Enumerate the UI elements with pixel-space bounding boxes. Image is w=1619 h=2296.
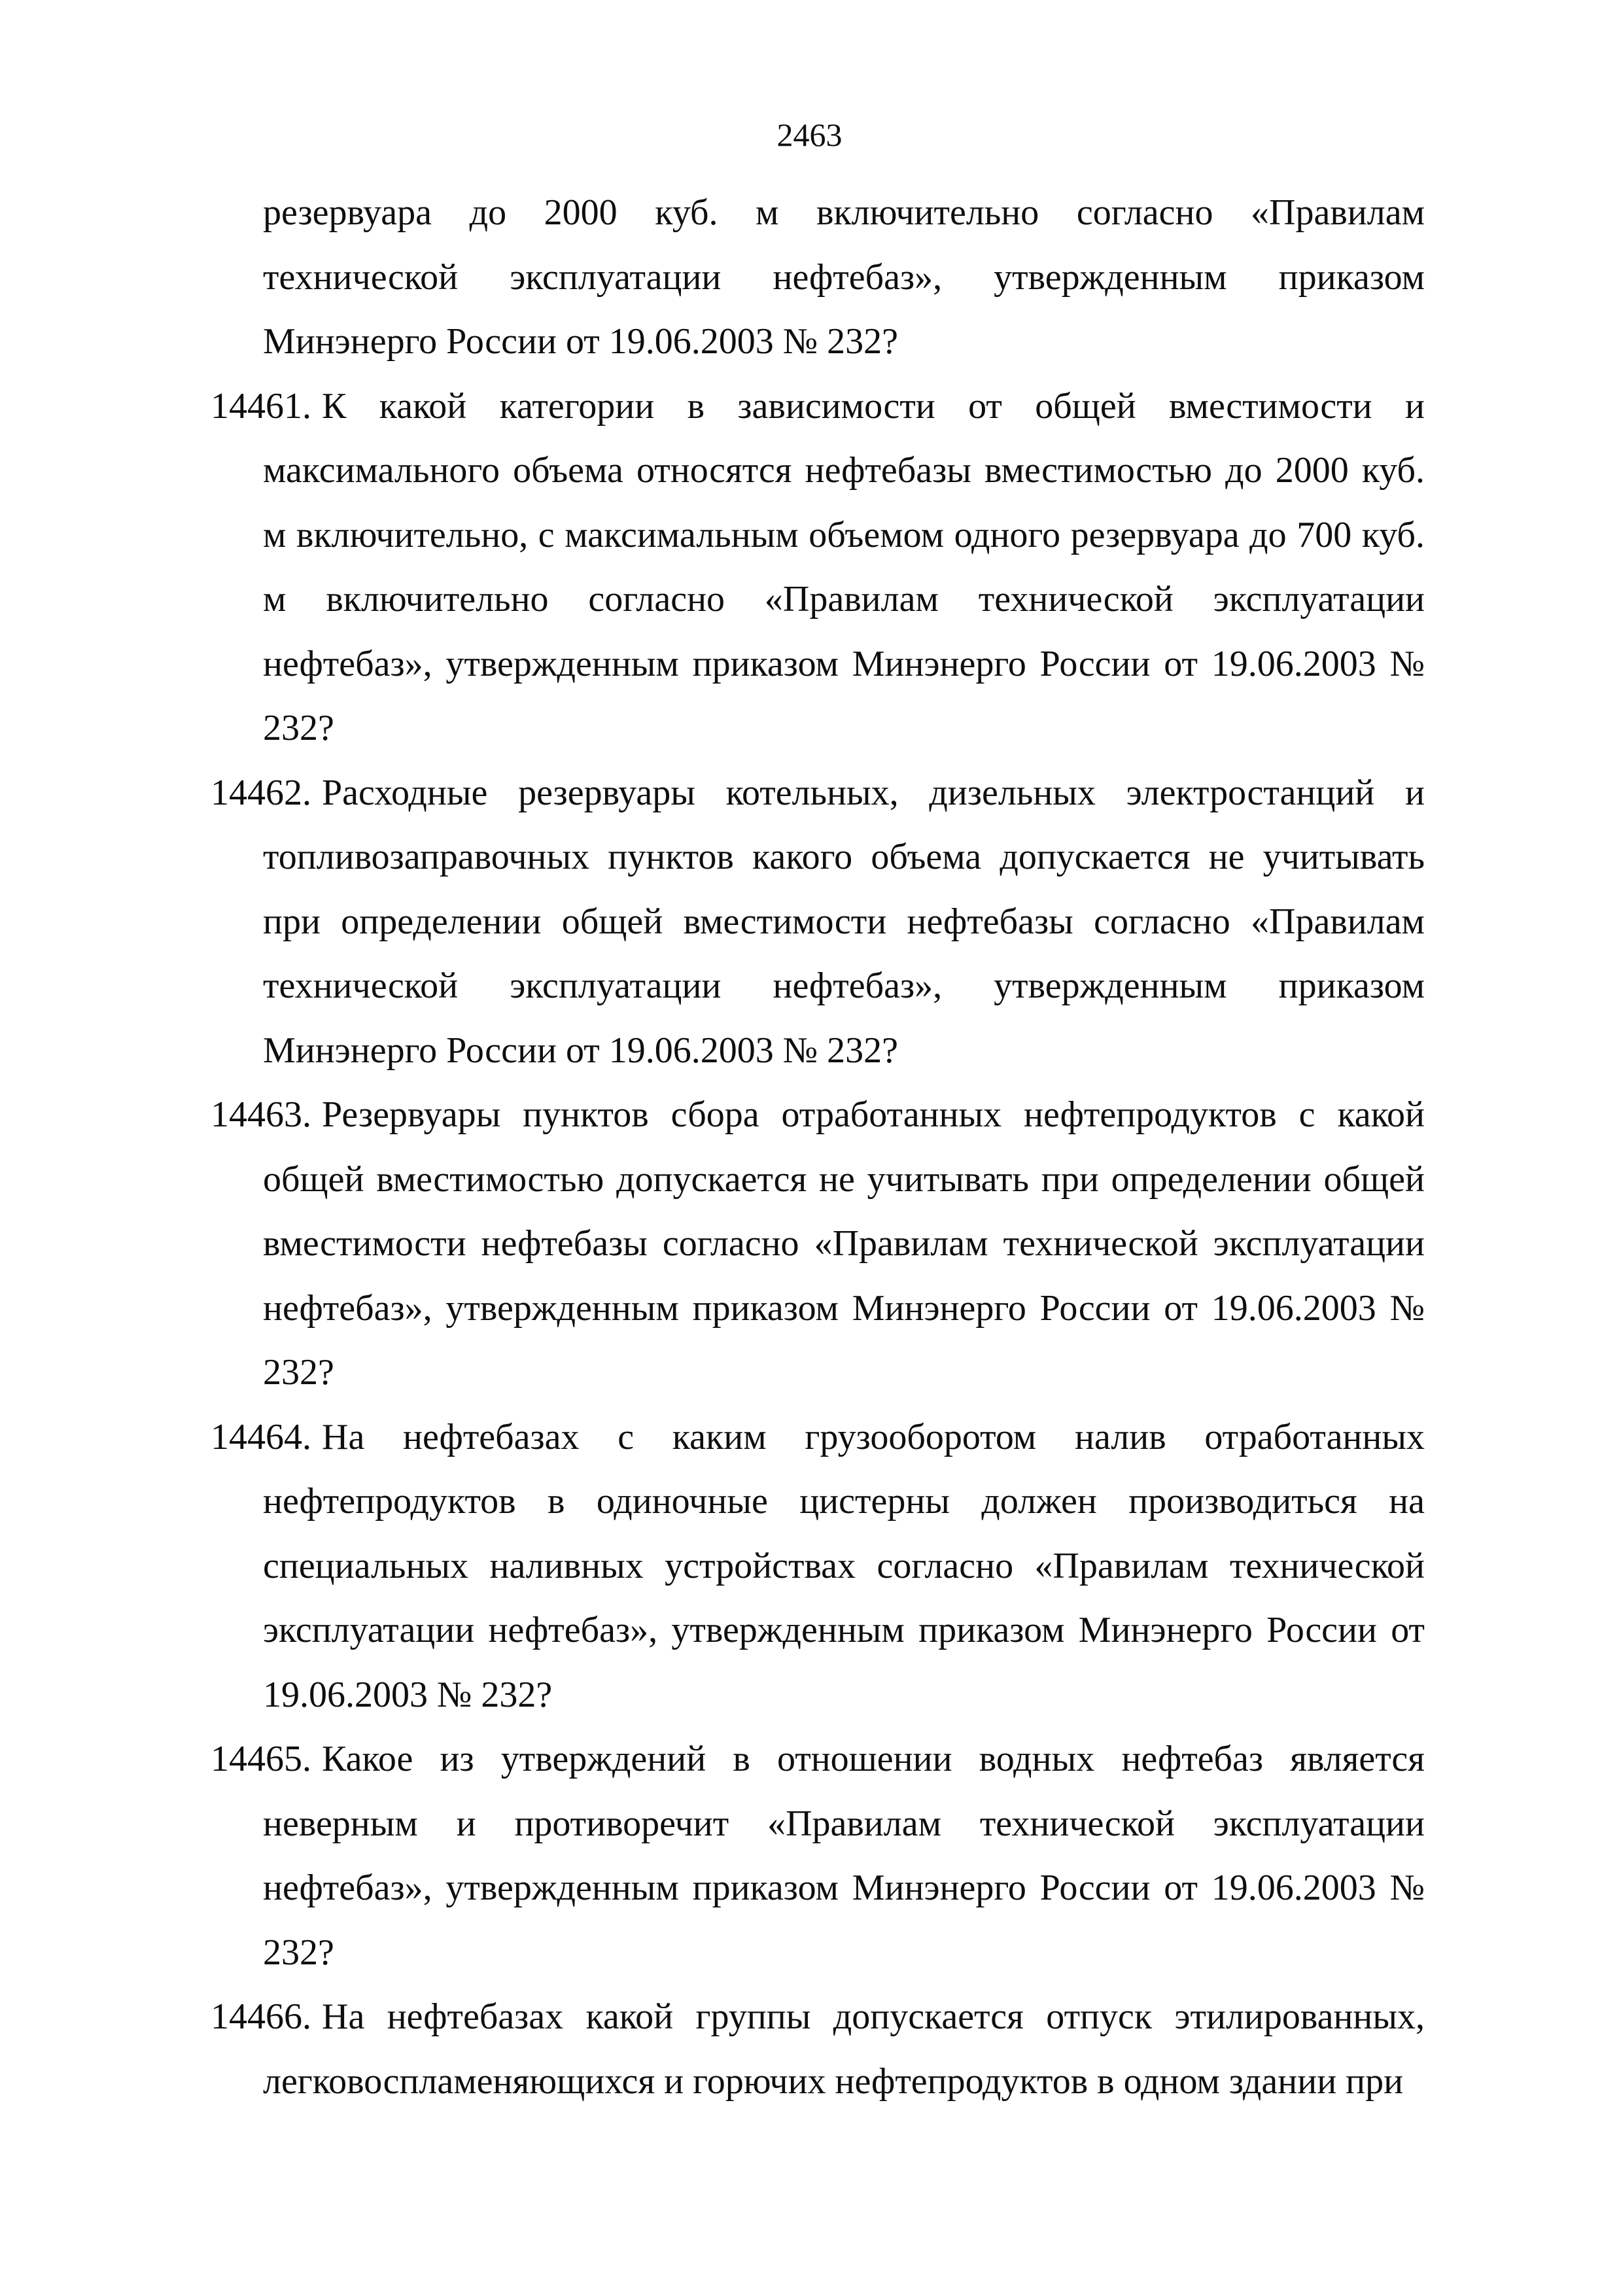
question-text: Какое из утверждений в отношении водных нефтебаз является неверным и противоречит «Правилам технической эксплуатации нефтебаз», утвержденным приказом Минэнерго России от 19.06.2003 № 232? — [263, 1739, 1425, 1973]
question-number: 14462. — [211, 772, 311, 813]
question-number: 14463. — [211, 1094, 311, 1135]
document-body — [211, 181, 1425, 2113]
question-14464 — [211, 1405, 1425, 1728]
question-number: 14466. — [211, 1996, 311, 2037]
question-number: 14461. — [211, 385, 311, 426]
question-text: На нефтебазах с каким грузооборотом налив отработанных нефтепродуктов в одиночные цистерны должен производиться на специальных наливных устройствах согласно «Правилам технической эксплуатации нефтебаз», утвержденным приказом Минэнерго России от 19.06.2003 № 232? — [263, 1416, 1425, 1715]
continuation-paragraph: резервуара до 2000 куб. м включительно согласно «Правилам технической эксплуатации нефтебаз», утвержденным приказом Минэнерго России от 19.06.2003 № 232? — [263, 192, 1425, 362]
question-14466 — [211, 1985, 1425, 2113]
question-text: Резервуары пунктов сбора отработанных нефтепродуктов с какой общей вместимостью допускается не учитывать при определении общей вместимости нефтебазы согласно «Правилам технической эксплуатации нефтебаз», утвержденным приказом Минэнерго России от 19.06.2003 № 232? — [263, 1094, 1425, 1393]
question-14465 — [211, 1727, 1425, 1985]
question-number: 14464. — [211, 1416, 311, 1457]
question-text: На нефтебазах какой группы допускается отпуск этилированных, легковоспламеняющихся и горючих нефтепродуктов в одном здании при — [263, 1996, 1425, 2102]
question-text: К какой категории в зависимости от общей вместимости и максимального объема относятся нефтебазы вместимостью до 2000 куб. м включительно, с максимальным объемом одного резервуара до 700 куб. м включительно согласно «Правилам технической эксплуатации нефтебаз», утвержденным приказом Минэнерго России от 19.06.2003 № 232? — [263, 385, 1425, 748]
question-14461 — [211, 374, 1425, 761]
question-text: Расходные резервуары котельных, дизельных электростанций и топливозаправочных пунктов какого объема допускается не учитывать при определении общей вместимости нефтебазы согласно «Правилам технической эксплуатации нефтебаз», утвержденным приказом Минэнерго России от 19.06.2003 № 232? — [263, 772, 1425, 1071]
question-number: 14465. — [211, 1739, 311, 1779]
page-number: 2463 — [776, 116, 843, 153]
question-14462 — [211, 761, 1425, 1083]
question-14463 — [211, 1083, 1425, 1405]
